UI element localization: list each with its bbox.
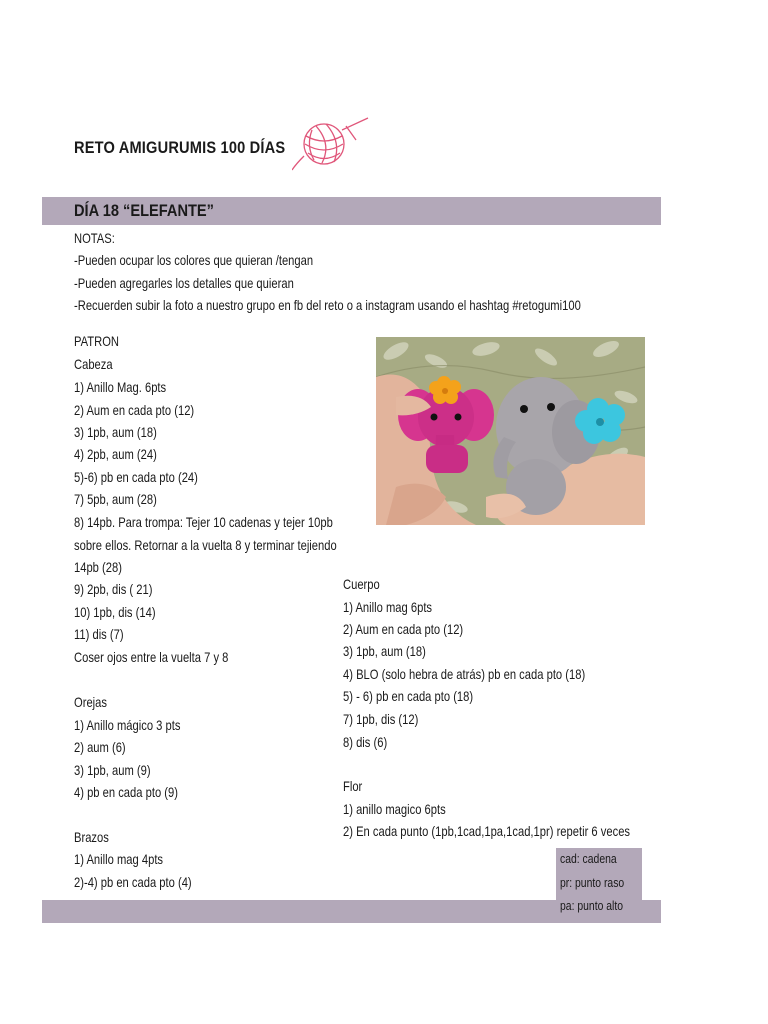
orejas-line: 1) Anillo mágico 3 pts [74,717,181,733]
legend-item: pa: punto alto [560,898,624,913]
cuerpo-line: 8) dis (6) [343,734,388,750]
orejas-line: 3) 1pb, aum (9) [74,762,151,778]
brazos-line: 1) Anillo mag 4pts [74,851,164,867]
cuerpo-line: 7) 1pb, dis (12) [343,711,419,727]
cuerpo-heading: Cuerpo [343,576,380,592]
cabeza-line: 9) 2pb, dis ( 21) [74,581,153,597]
cuerpo-line: 2) Aum en cada pto (12) [343,621,464,637]
orejas-line: 2) aum (6) [74,739,126,755]
cabeza-line: 14pb (28) [74,559,122,575]
cabeza-line: sobre ellos. Retornar a la vuelta 8 y terminar tejiendo [74,537,337,553]
legend-item: cad: cadena [560,851,617,866]
cabeza-line: 11) dis (7) [74,626,124,642]
cuerpo-line: 1) Anillo mag 6pts [343,599,433,615]
cuerpo-line: 5) - 6) pb en cada pto (18) [343,688,474,704]
cabeza-line: 2) Aum en cada pto (12) [74,402,195,418]
amigurumi-elephants-image [376,337,645,525]
orejas-line: 4) pb en cada pto (9) [74,784,178,800]
elephant-photo [376,337,645,525]
cuerpo-line: 4) BLO (solo hebra de atrás) pb en cada pto (18) [343,666,586,682]
day-title: DÍA 18 “ELEFANTE” [74,201,215,220]
flor-line: 1) anillo magico 6pts [343,801,446,817]
cabeza-heading: Cabeza [74,356,113,372]
notes-heading: NOTAS: [74,230,115,246]
yarn-ball-icon [292,116,372,172]
cabeza-line: 1) Anillo Mag. 6pts [74,379,167,395]
cabeza-line: 4) 2pb, aum (24) [74,446,157,462]
pattern-heading: PATRON [74,333,120,349]
cabeza-line: Coser ojos entre la vuelta 7 y 8 [74,649,229,665]
cuerpo-line: 3) 1pb, aum (18) [343,643,426,659]
brazos-line: 2)-4) pb en cada pto (4) [74,874,192,890]
brazos-heading: Brazos [74,829,109,845]
cabeza-line: 3) 1pb, aum (18) [74,424,157,440]
cabeza-line: 5)-6) pb en cada pto (24) [74,469,198,485]
flor-heading: Flor [343,778,363,794]
notes-item: -Pueden ocupar los colores que quieran /tengan [74,252,314,268]
cabeza-line: 8) 14pb. Para trompa: Tejer 10 cadenas y tejer 10pb [74,514,333,530]
orejas-heading: Orejas [74,694,107,710]
cabeza-line: 7) 5pb, aum (28) [74,491,157,507]
cabeza-line: 10) 1pb, dis (14) [74,604,156,620]
legend-item: pr: punto raso [560,875,625,890]
flor-line: 2) En cada punto (1pb,1cad,1pa,1cad,1pr) repetir 6 veces [343,823,631,839]
notes-item: -Pueden agregarles los detalles que quieran [74,275,294,291]
page-header-title: RETO AMIGURUMIS 100 DÍAS [74,138,286,157]
day-title-bar [42,197,661,225]
notes-item: -Recuerden subir la foto a nuestro grupo en fb del reto o a instagram usando el hashtag #retogumi100 [74,297,581,313]
abbreviations-legend [556,848,642,920]
